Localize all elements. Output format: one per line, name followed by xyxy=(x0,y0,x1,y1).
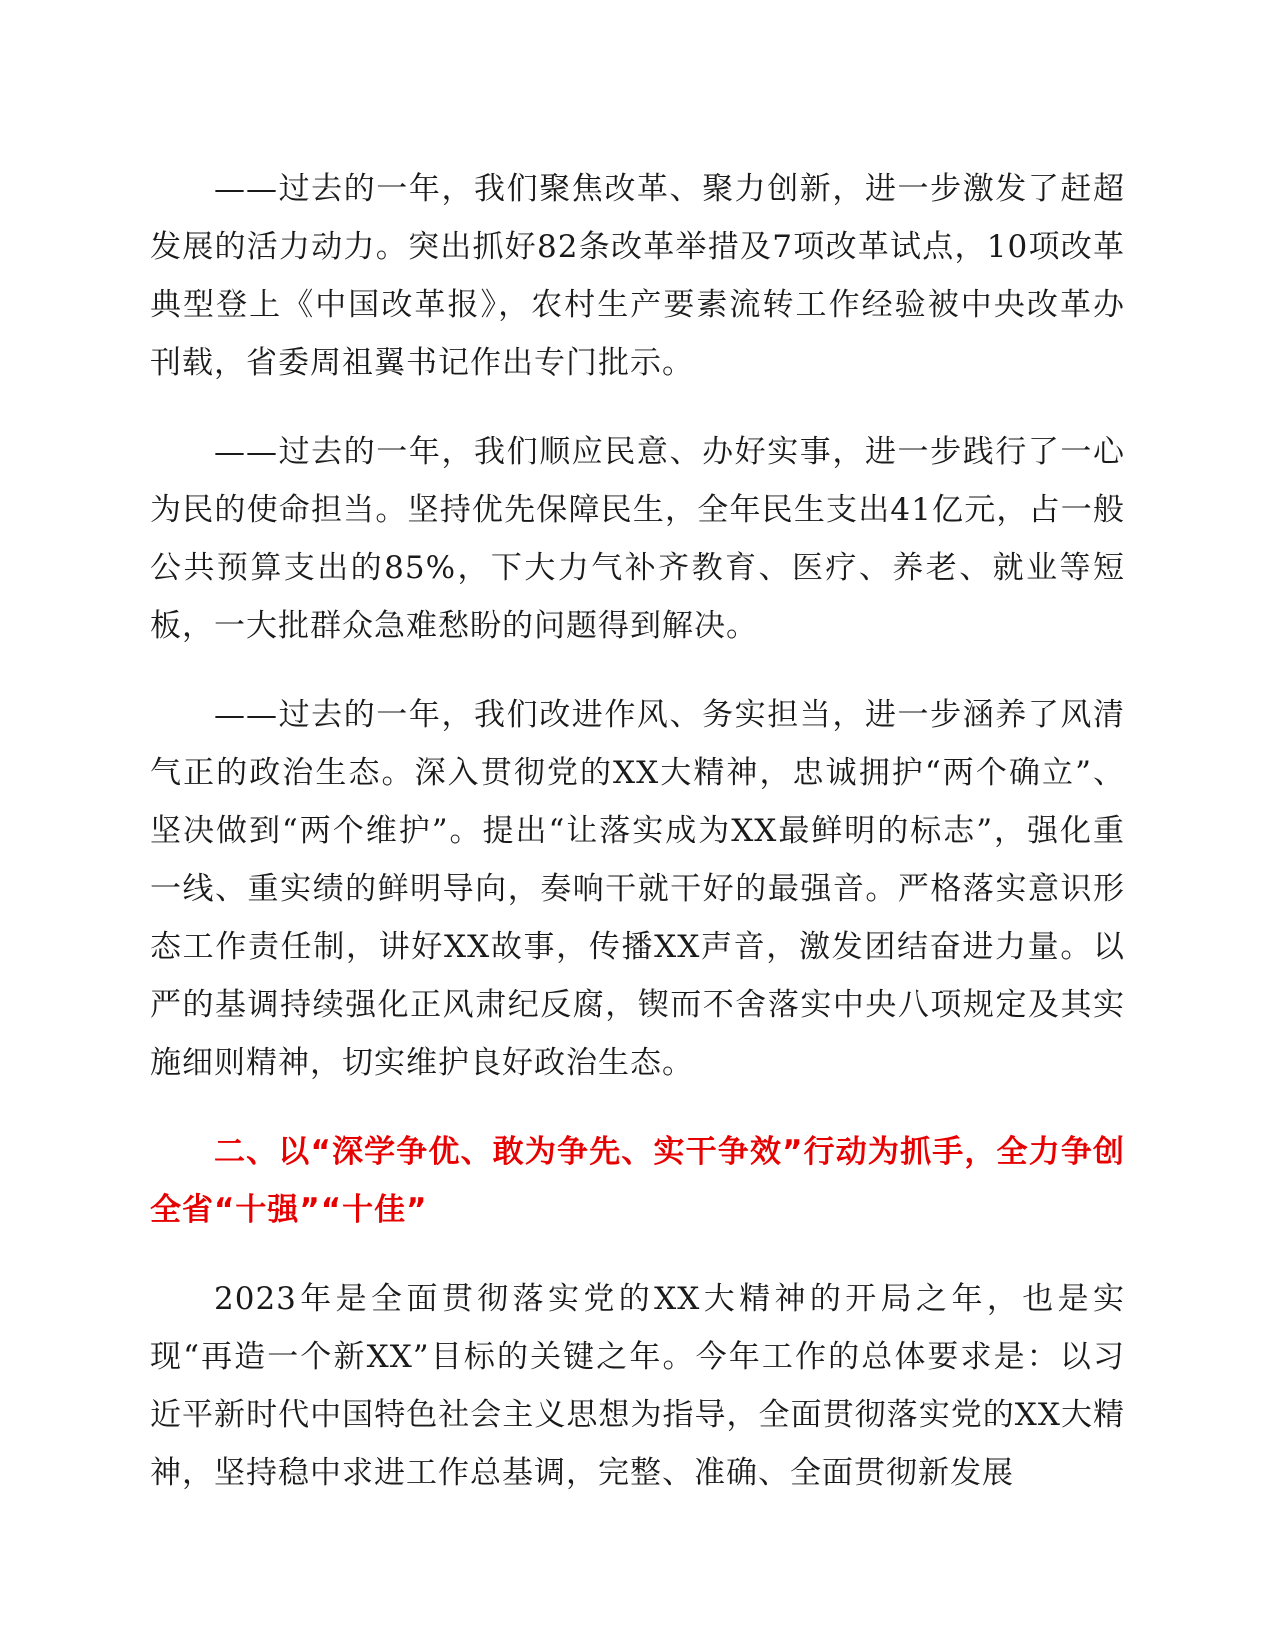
paragraph-livelihood: ——过去的一年，我们顺应民意、办好实事，进一步践行了一心为民的使命担当。坚持优先保障民生，全年民生支出41亿元，占一般公共预算支出的85%，下大力气补齐教育、医疗、养老、就业等短板，一大批群众急难愁盼的问题得到解决。 xyxy=(150,434,1125,644)
paragraph-work-style: ——过去的一年，我们改进作风、务实担当，进一步涵养了风清气正的政治生态。深入贯彻党的XX大精神，忠诚拥护“两个确立”、坚决做到“两个维护”。提出“让落实成为XX最鲜明的标志”，强化重一线、重实绩的鲜明导向，奏响干就干好的最强音。严格落实意识形态工作责任制，讲好XX故事，传播XX声音，激发团结奋进力量。以严的基调持续强化正风肃纪反腐，锲而不舍落实中央八项规定及其实施细则精神，切实维护良好政治生态。 xyxy=(150,697,1125,1081)
paragraph-2023-requirements: 2023年是全面贯彻落实党的XX大精神的开局之年，也是实现“再造一个新XX”目标的关键之年。今年工作的总体要求是：以习近平新时代中国特色社会主义思想为指导，全面贯彻落实党的XX大精神，坚持稳中求进工作总基调，完整、准确、全面贯彻新发展 xyxy=(150,1281,1125,1491)
document-page xyxy=(150,160,1125,1533)
paragraph-reform: ——过去的一年，我们聚焦改革、聚力创新，进一步激发了赶超发展的活力动力。突出抓好82条改革举措及7项改革试点，10项改革典型登上《中国改革报》，农村生产要素流转工作经验被中央改革办刊载，省委周祖翼书记作出专门批示。 xyxy=(150,171,1125,381)
section-heading: 二、以“深学争优、敢为争先、实干争效”行动为抓手，全力争创全省“十强”“十佳” xyxy=(150,1134,1125,1228)
